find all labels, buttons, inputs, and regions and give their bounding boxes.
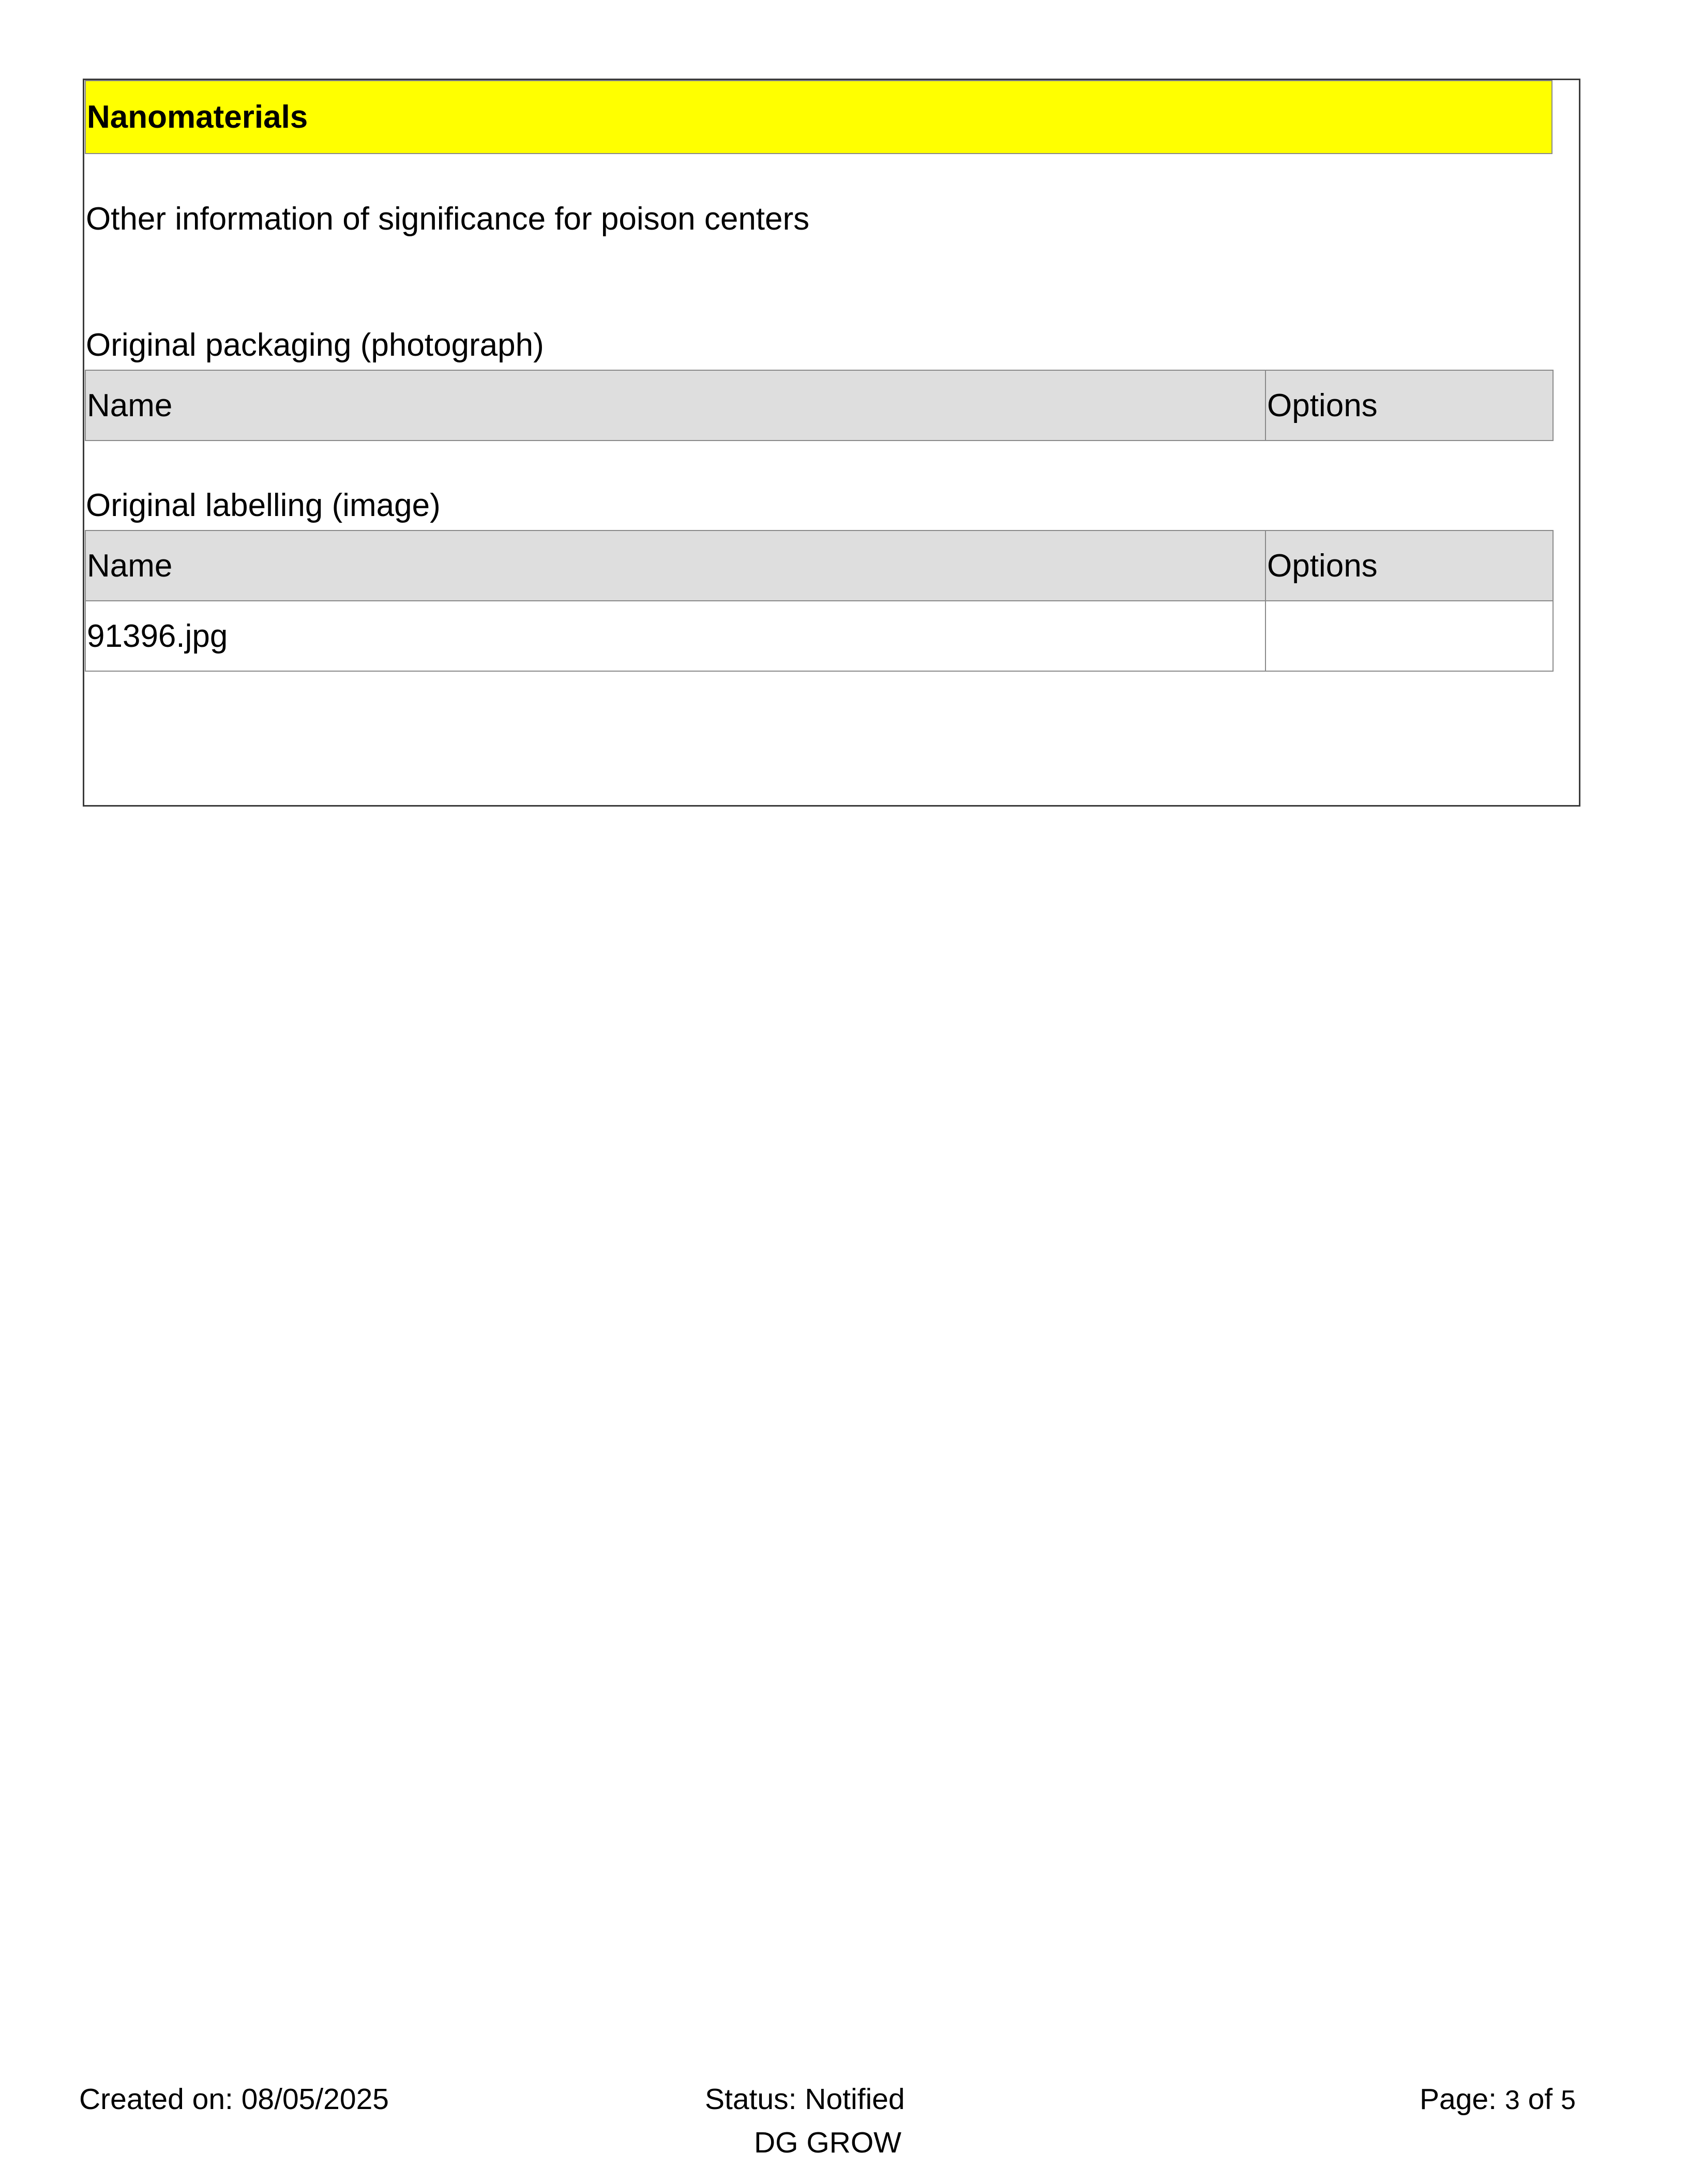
packaging-table bbox=[85, 370, 1554, 441]
footer-status bbox=[705, 2085, 905, 2114]
table-row bbox=[85, 601, 1553, 671]
labelling-col-options: Options bbox=[1265, 530, 1553, 601]
created-date: 08/05/2025 bbox=[241, 2083, 389, 2116]
status-label: Status: bbox=[705, 2083, 797, 2116]
labelling-label: Original labelling (image) bbox=[86, 488, 441, 523]
created-label: Created on: bbox=[79, 2083, 233, 2116]
file-name-link[interactable]: 91396.jpg bbox=[85, 601, 1265, 671]
section-header-nanomaterials bbox=[85, 80, 1553, 154]
labelling-table bbox=[85, 530, 1554, 672]
packaging-col-options: Options bbox=[1265, 370, 1553, 441]
packaging-label: Original packaging (photograph) bbox=[86, 327, 544, 363]
footer-page-number bbox=[1420, 2085, 1576, 2114]
page-of: of bbox=[1528, 2083, 1553, 2116]
labelling-col-name: Name bbox=[85, 530, 1265, 601]
file-options-cell[interactable] bbox=[1265, 601, 1553, 671]
page-label: Page: bbox=[1420, 2083, 1497, 2116]
page-total: 5 bbox=[1560, 2085, 1576, 2115]
labelling-header-row bbox=[85, 530, 1553, 601]
page-current: 3 bbox=[1504, 2085, 1520, 2115]
footer-created-on bbox=[79, 2085, 389, 2114]
other-info-label: Other information of significance for poison centers bbox=[86, 201, 810, 237]
section-title: Nanomaterials bbox=[87, 99, 308, 135]
document-frame bbox=[83, 79, 1580, 807]
footer-organization: DG GROW bbox=[754, 2126, 901, 2159]
packaging-header-row bbox=[85, 370, 1553, 441]
status-value: Notified bbox=[805, 2083, 905, 2116]
packaging-col-name: Name bbox=[85, 370, 1265, 441]
